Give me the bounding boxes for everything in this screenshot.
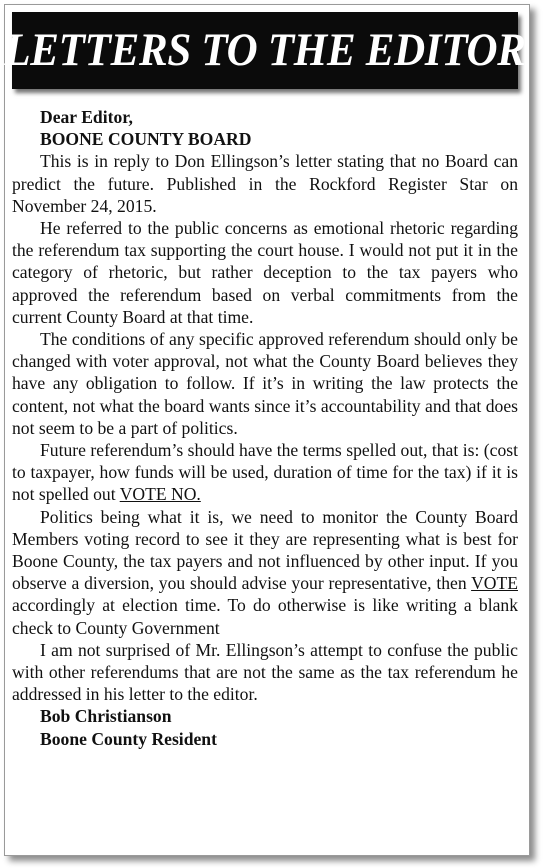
paragraph-6: I am not surprised of Mr. Ellingson’s attempt to confuse the public with other referendums that are not the same as the tax referendum he addressed in his letter to the editor. [12,639,518,705]
header-banner [4,12,526,89]
paragraph-3: The conditions of any specific approved referendum should only be changed with voter approval, not what the County Board believes they have any obligation to follow. If it’s in writing the law protects the content, not what the board wants since it’s accountability and that does not seem to be a part of politics. [12,329,518,438]
signature-name: Bob Christianson [40,706,172,727]
vote-no-emphasis: VOTE NO. [119,484,201,505]
page-title: LETTERS TO THE EDITOR [4,25,526,76]
letter-body [12,106,518,750]
paragraph-5-text-a: Politics being what it is, we need to monitor the County Board Members voting record to see it they are representing what is best for Boone County, the tax payers and not influenced by other input. If you observe a diversion, you should advise your representative, then [12,506,518,594]
salutation: Dear Editor, [40,107,133,127]
paragraph-4 [12,439,518,506]
paragraph-1: This is in reply to Don Ellingson’s letter stating that no Board can predict the future. Published in the Rockford Register Star on November 24, 2015. [12,151,518,216]
vote-emphasis: VOTE [471,573,518,594]
signature-title: Boone County Resident [40,728,217,749]
paragraph-5-text-b: accordingly at election time. To do otherwise is like writing a blank check to County Government [12,595,518,638]
paragraph-4-text: Future referendum’s should have the terms spelled out, that is: (cost to taxpayer, how funds will be used, duration of time for the tax) if it is not spelled out [12,440,518,505]
paragraph-5 [12,506,518,639]
recipient: BOONE COUNTY BOARD [40,129,252,150]
paragraph-2: He referred to the public concerns as emotional rhetoric regarding the referendum tax supporting the court house. I would not put it in the category of rhetoric, but rather deception to the tax payers who approved the referendum based on verbal commitments from the current County Board at that time. [12,218,518,327]
